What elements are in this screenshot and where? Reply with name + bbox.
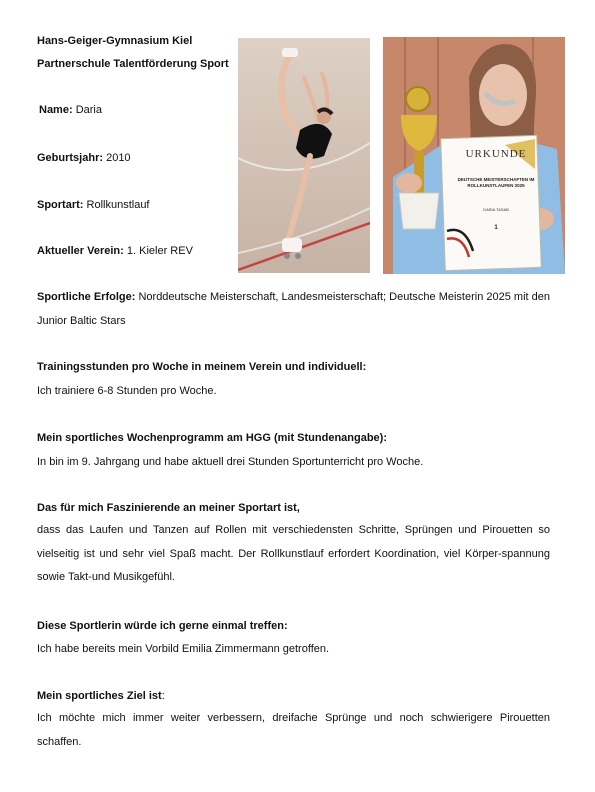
field-birth-year — [37, 151, 131, 165]
certificate-name: DARIA TASAB — [483, 207, 509, 212]
meet-heading: Diese Sportlerin würde ich gerne einmal treffen: — [37, 620, 288, 632]
school-partner: Partnerschule Talentförderung Sport — [37, 58, 229, 70]
skating-photo — [238, 38, 370, 273]
successes-label: Sportliche Erfolge: — [37, 291, 136, 303]
goal-colon: : — [161, 690, 165, 702]
award-photo — [383, 37, 565, 274]
field-club — [37, 244, 193, 258]
field-sport — [37, 198, 150, 212]
meet-text: Ich habe bereits mein Vorbild Emilia Zimmermann getroffen. — [37, 643, 330, 655]
program-heading: Mein sportliches Wochenprogramm am HGG (mit Stundenangabe): — [37, 432, 388, 444]
certificate-title: URKUNDE — [465, 148, 527, 160]
sport-value: Rollkunstlauf — [86, 199, 150, 211]
program-text: In bin im 9. Jahrgang und habe aktuell drei Stunden Sportunterricht pro Woche. — [37, 456, 424, 468]
successes-text: Norddeutsche Meisterschaft, Landesmeisterschaft; Deutsche Meisterin 2025 mit den Junior Baltic Stars — [37, 291, 550, 327]
goal-heading-line — [37, 689, 165, 703]
name-value: Daria — [75, 104, 102, 116]
club-label: Aktueller Verein: — [37, 245, 124, 257]
club-value: 1. Kieler REV — [126, 245, 193, 257]
successes-paragraph — [37, 286, 550, 333]
fascination-text: dass das Laufen und Tanzen auf Rollen mit verschiedensten Schritte, Sprüngen und Pirouetten so vielseitig ist und sehr viel Spaß macht. Der Rollkunstlauf erfordert Koordination, viel Körper-spannung sowie Takt-und Musikgefühl. — [37, 524, 550, 583]
field-name — [39, 103, 102, 117]
goal-text: Ich möchte mich immer weiter verbessern, dreifache Sprünge und noch schwierigere Pirouetten schaffen. — [37, 712, 550, 748]
birth-value: 2010 — [106, 152, 131, 164]
sport-label: Sportart: — [37, 199, 84, 211]
training-heading: Trainingsstunden pro Woche in meinem Verein und individuell: — [37, 361, 367, 373]
training-text: Ich trainiere 6-8 Stunden pro Woche. — [37, 385, 217, 397]
certificate-event: DEUTSCHE MEISTERSCHAFTEN IM ROLLKUNSTLAUFEN 2025 — [457, 177, 535, 188]
goal-heading: Mein sportliches Ziel ist — [37, 690, 162, 702]
birth-label: Geburtsjahr: — [37, 152, 104, 164]
school-name: Hans-Geiger-Gymnasium Kiel — [37, 35, 193, 47]
name-label: Name: — [39, 104, 73, 116]
fascination-heading: Das für mich Faszinierende an meiner Sportart ist, — [37, 502, 300, 514]
certificate-place: 1 — [494, 225, 498, 231]
skater-illustration — [238, 38, 370, 273]
